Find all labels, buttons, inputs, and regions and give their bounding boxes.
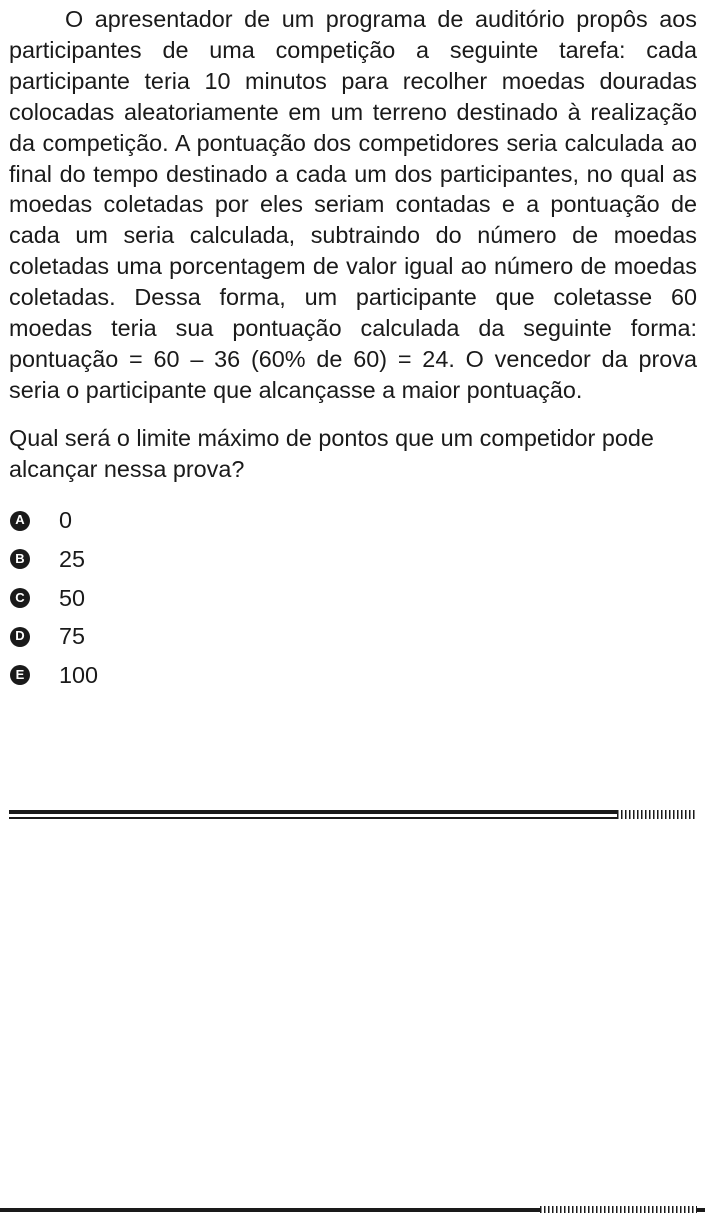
- footer-solid-rule: [0, 1208, 540, 1212]
- option-a[interactable]: [9, 502, 697, 541]
- option-c-letter-badge: C: [10, 588, 30, 608]
- option-a-value: 0: [59, 507, 73, 534]
- option-a-letter-badge: A: [10, 511, 30, 531]
- footer-tick-pattern: [540, 1206, 697, 1213]
- option-e-value: 100: [59, 661, 99, 688]
- divider-tick-pattern: [617, 810, 697, 819]
- option-b[interactable]: [9, 540, 697, 579]
- divider-thick-rule: [9, 810, 617, 814]
- question-divider: [9, 810, 697, 820]
- option-d[interactable]: [9, 617, 697, 656]
- option-e[interactable]: [9, 656, 697, 695]
- question-block: [9, 4, 697, 695]
- question-prompt: Qual será o limite máximo de pontos que um competidor pode alcançar nessa prova?: [9, 424, 654, 482]
- footer-rule-cap: [697, 1208, 705, 1212]
- option-c[interactable]: [9, 579, 697, 618]
- page-footer-rule: [0, 1205, 705, 1213]
- answer-options: [9, 502, 697, 695]
- option-c-value: 50: [59, 584, 86, 611]
- question-stem: O apresentador de um programa de auditório propôs aos participantes de uma competição a seguinte tarefa: cada participante teria 10 minutos para recolher moedas douradas colocadas aleatoriamente em um terreno destinado à realização da competição. A pontuação dos competidores seria calculada ao final do tempo destinado a cada um dos participantes, no qual as moedas coletadas por eles seriam contadas e a pontuação de cada um seria calculada, subtraindo do número de moedas coletadas uma porcentagem de valor igual ao número de moedas coletadas. Dessa forma, um participante que coletasse 60 moedas teria sua pontuação calculada da seguinte forma: pontuação = 60 – 36 (60% de 60) = 24. O vencedor da prova seria o participante que alcançasse a maior pontuação.: [9, 6, 697, 403]
- option-d-value: 75: [59, 623, 86, 650]
- divider-thin-rule: [9, 817, 617, 819]
- option-b-value: 25: [59, 546, 86, 573]
- option-e-letter-badge: E: [10, 665, 30, 685]
- option-b-letter-badge: B: [10, 549, 30, 569]
- option-d-letter-badge: D: [10, 627, 30, 647]
